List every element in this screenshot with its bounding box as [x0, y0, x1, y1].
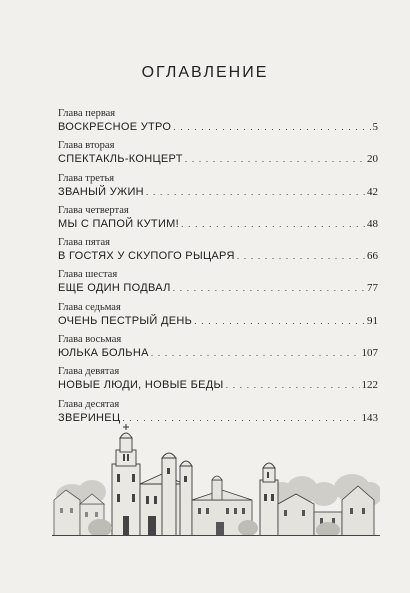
chapter-title: ЕЩЕ ОДИН ПОДВАЛ	[58, 282, 171, 295]
toc-entry-5[interactable]	[58, 237, 378, 269]
chapter-title: В ГОСТЯХ У СКУПОГО РЫЦАРЯ	[58, 250, 235, 263]
page-number: 42	[367, 185, 378, 198]
chapter-label: Глава первая	[58, 108, 116, 119]
leader-dots	[194, 314, 365, 328]
chapter-label: Глава вторая	[58, 140, 115, 152]
toc-entry-1[interactable]	[58, 108, 378, 140]
leader-dots	[181, 217, 365, 231]
toc-entry-3[interactable]	[58, 173, 378, 205]
chapter-label: Глава третья	[58, 172, 115, 184]
leader-dots	[151, 346, 360, 360]
page-number: 66	[367, 250, 378, 263]
leader-dots	[122, 411, 359, 425]
page-title: ОГЛАВЛЕНИЕ	[141, 64, 269, 81]
chapter-label: Глава седьмая	[58, 301, 121, 313]
page-number: 5	[372, 121, 378, 133]
chapter-title: ЗВЕРИНЕЦ	[58, 411, 121, 424]
page-number: 107	[361, 347, 378, 360]
chapter-label: Глава шестая	[58, 269, 118, 281]
toc-entry-2[interactable]	[58, 140, 378, 172]
chapter-title: ОЧЕНЬ ПЕСТРЫЙ ДЕНЬ	[58, 314, 193, 327]
chapter-title: СПЕКТАКЛЬ-КОНЦЕРТ	[58, 153, 183, 166]
leader-dots	[146, 185, 365, 199]
toc-entry-7[interactable]	[58, 302, 378, 334]
chapter-label: Глава девятая	[58, 366, 120, 378]
chapter-title: ЮЛЬКА БОЛЬНА	[58, 347, 149, 360]
page-number: 91	[367, 314, 378, 327]
chapter-label: Глава четвертая	[58, 204, 129, 216]
chapter-title: ЗВАНЫЙ УЖИН	[58, 185, 144, 198]
toc-entry-9[interactable]	[58, 366, 378, 398]
page-number: 20	[367, 153, 378, 166]
old-town-skyline-icon	[52, 424, 380, 536]
leader-dots	[173, 120, 370, 134]
chapter-title: ВОСКРЕСНОЕ УТРО	[58, 121, 172, 133]
chapter-label: Глава пятая	[58, 237, 110, 249]
toc-entry-6[interactable]	[58, 269, 378, 301]
toc-entry-8[interactable]	[58, 334, 378, 366]
leader-dots	[226, 378, 360, 392]
toc-entry-4[interactable]	[58, 205, 378, 237]
chapter-label: Глава восьмая	[58, 334, 122, 346]
page-number: 48	[367, 217, 378, 230]
chapter-title: НОВЫЕ ЛЮДИ, НОВЫЕ БЕДЫ	[58, 379, 224, 392]
chapter-label: Глава десятая	[58, 398, 120, 410]
page-number: 77	[367, 282, 378, 295]
leader-dots	[237, 249, 365, 263]
leader-dots	[173, 281, 365, 295]
page-number: 122	[361, 379, 378, 392]
page-number: 143	[361, 411, 378, 424]
leader-dots	[185, 152, 365, 166]
chapter-title: МЫ С ПАПОЙ КУТИМ!	[58, 217, 179, 230]
table-of-contents	[58, 108, 378, 431]
